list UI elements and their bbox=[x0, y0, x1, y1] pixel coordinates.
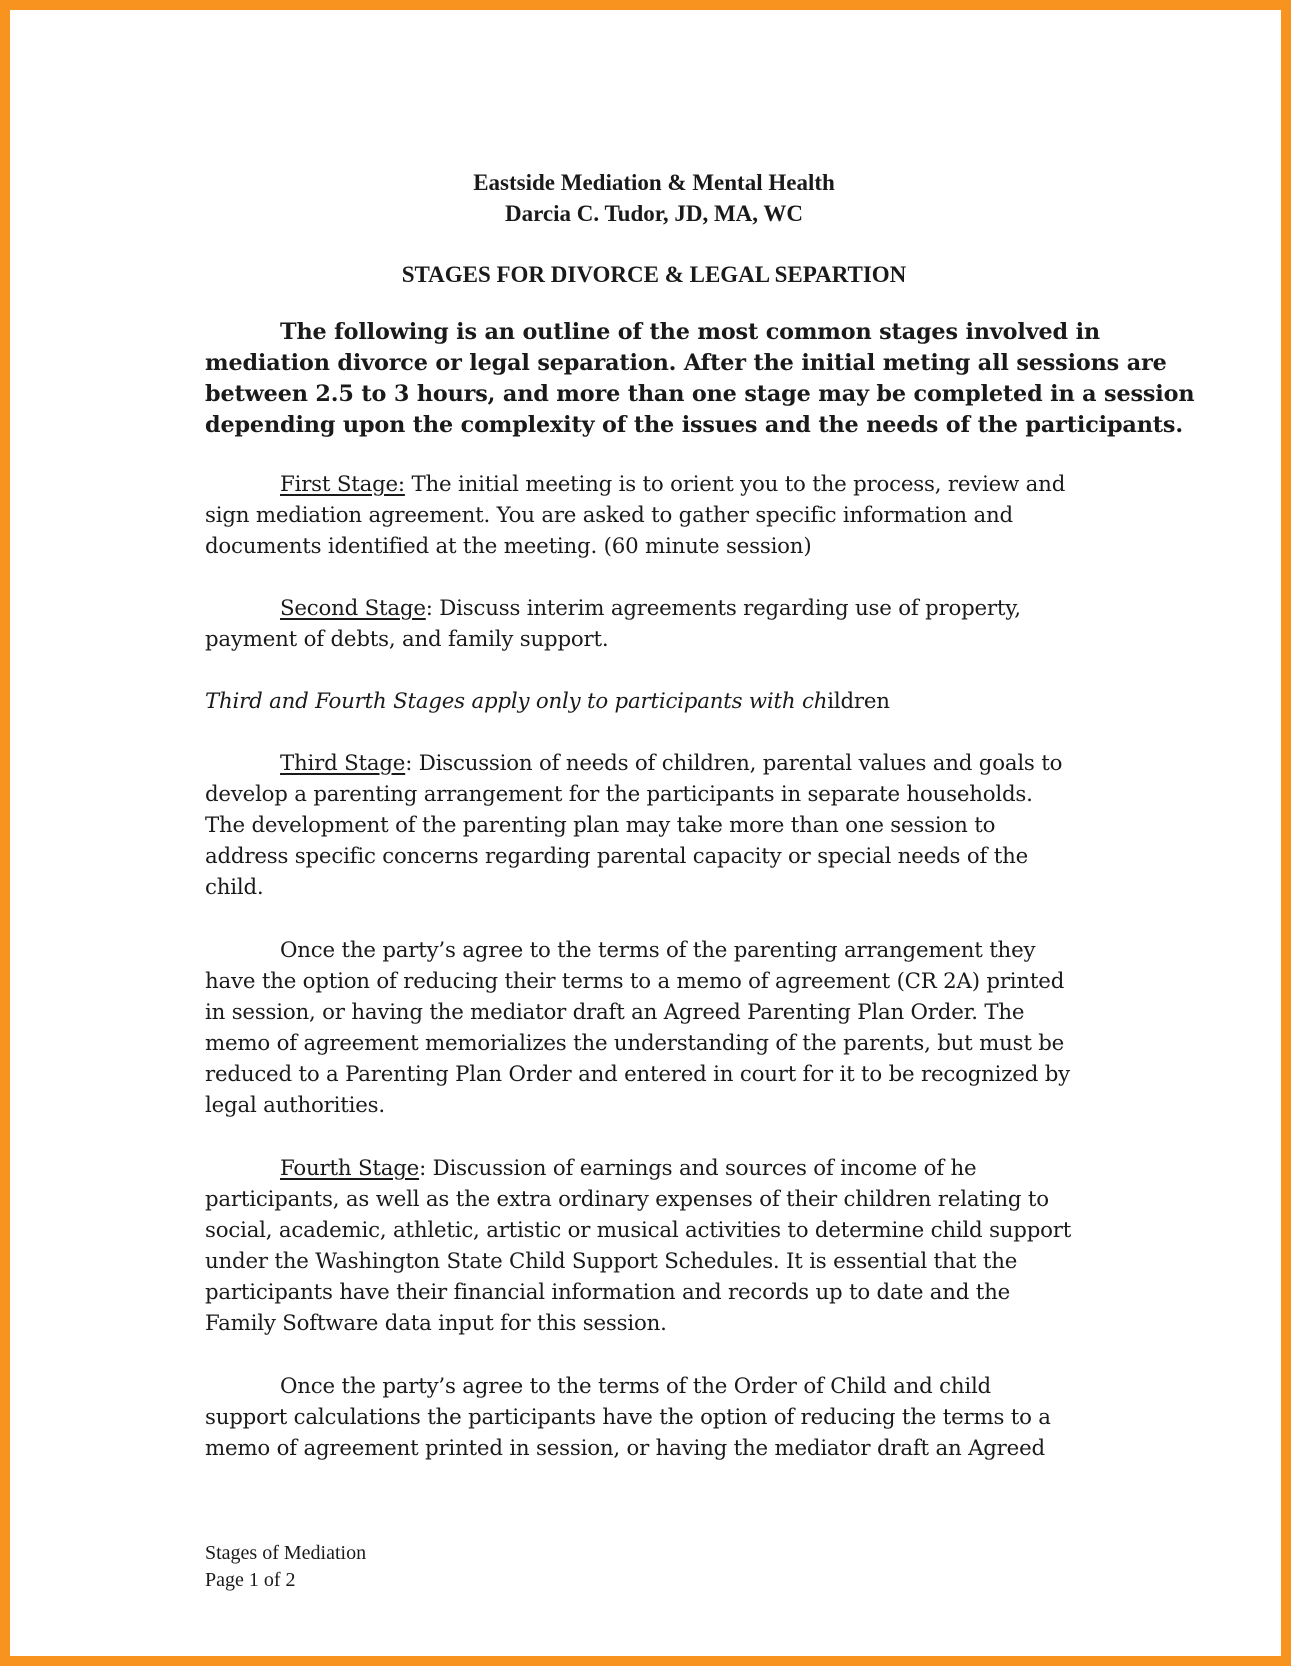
third-stage-line: address specific concerns regarding parental capacity or special needs of the bbox=[205, 844, 1028, 869]
document-title: STAGES FOR DIVORCE & LEGAL SEPARTION bbox=[401, 262, 907, 287]
intro-line: The following is an outline of the most common stages involved in bbox=[280, 319, 1100, 345]
children-note-rest: ildren bbox=[827, 689, 890, 714]
fourth-stage-paragraph bbox=[205, 1153, 1125, 1339]
third-stage-line: child. bbox=[205, 875, 264, 900]
fourth-stage-label: Fourth Stage bbox=[280, 1156, 420, 1181]
first-stage-paragraph bbox=[205, 469, 1125, 562]
first-stage-text: The initial meeting is to orient you to the process, review and bbox=[404, 472, 1066, 497]
parenting-agreement-line: legal authorities. bbox=[205, 1093, 385, 1118]
parenting-agreement-paragraph bbox=[205, 935, 1125, 1121]
third-stage-line: develop a parenting arrangement for the participants in separate households. bbox=[205, 782, 1033, 807]
parenting-agreement-line: have the option of reducing their terms to a memo of agreement (CR 2A) printed bbox=[205, 969, 1065, 994]
third-stage-line: The development of the parenting plan may take more than one session to bbox=[205, 813, 996, 838]
parenting-agreement-line: in session, or having the mediator draft an Agreed Parenting Plan Order. The bbox=[205, 1000, 1025, 1025]
second-stage-line: payment of debts, and family support. bbox=[205, 627, 609, 652]
parenting-agreement-line: reduced to a Parenting Plan Order and entered in court for it to be recognized by bbox=[205, 1062, 1070, 1087]
second-stage-label: Second Stage bbox=[280, 596, 426, 621]
fourth-stage-line: participants, as well as the extra ordinary expenses of their children relating to bbox=[205, 1187, 1049, 1212]
support-agreement-line: memo of agreement printed in session, or having the mediator draft an Agreed bbox=[205, 1436, 1045, 1461]
fourth-stage-line: participants have their financial information and records up to date and the bbox=[205, 1280, 1011, 1305]
support-agreement-paragraph bbox=[205, 1371, 1125, 1464]
fourth-stage-line: Family Software data input for this session. bbox=[205, 1311, 667, 1336]
organization-name: Eastside Mediation & Mental Health bbox=[473, 170, 835, 195]
intro-paragraph bbox=[205, 317, 1195, 441]
first-stage-line: sign mediation agreement. You are asked to gather specific information and bbox=[205, 503, 1013, 528]
footer-page-number: Page 1 of 2 bbox=[205, 1569, 296, 1591]
second-stage-paragraph bbox=[205, 593, 1125, 655]
footer-document-name: Stages of Mediation bbox=[205, 1542, 367, 1564]
header bbox=[204, 167, 1104, 229]
support-agreement-line: support calculations the participants have the option of reducing the terms to a bbox=[205, 1405, 1051, 1430]
intro-line: depending upon the complexity of the issues and the needs of the participants. bbox=[205, 412, 1183, 438]
fourth-stage-line: social, academic, athletic, artistic or musical activities to determine child support bbox=[205, 1218, 1072, 1243]
fourth-stage-line: under the Washington State Child Support Schedules. It is essential that the bbox=[205, 1249, 1018, 1274]
parenting-agreement-line: memo of agreement memorializes the understanding of the parents, but must be bbox=[205, 1031, 1065, 1056]
third-stage-label: Third Stage bbox=[280, 751, 406, 776]
parenting-agreement-line: Once the party’s agree to the terms of the parenting arrangement they bbox=[280, 938, 1036, 963]
fourth-stage-text: : Discussion of earnings and sources of income of he bbox=[419, 1156, 977, 1181]
support-agreement-line: Once the party’s agree to the terms of the Order of Child and child bbox=[280, 1374, 991, 1399]
children-note bbox=[205, 686, 1125, 717]
intro-line: between 2.5 to 3 hours, and more than one stage may be completed in a session bbox=[205, 381, 1195, 407]
second-stage-text: : Discuss interim agreements regarding use of property, bbox=[425, 596, 1021, 621]
intro-line: mediation divorce or legal separation. After the initial meting all sessions are bbox=[205, 350, 1167, 376]
first-stage-label: First Stage: bbox=[280, 472, 405, 497]
page-footer bbox=[205, 1540, 366, 1594]
mediator-name: Darcia C. Tudor, JD, MA, WC bbox=[505, 201, 803, 226]
children-note-italic: Third and Fourth Stages apply only to participants with ch bbox=[205, 689, 828, 714]
first-stage-line: documents identified at the meeting. (60 minute session) bbox=[205, 534, 812, 559]
third-stage-paragraph bbox=[205, 748, 1125, 903]
third-stage-text: : Discussion of needs of children, parental values and goals to bbox=[405, 751, 1063, 776]
